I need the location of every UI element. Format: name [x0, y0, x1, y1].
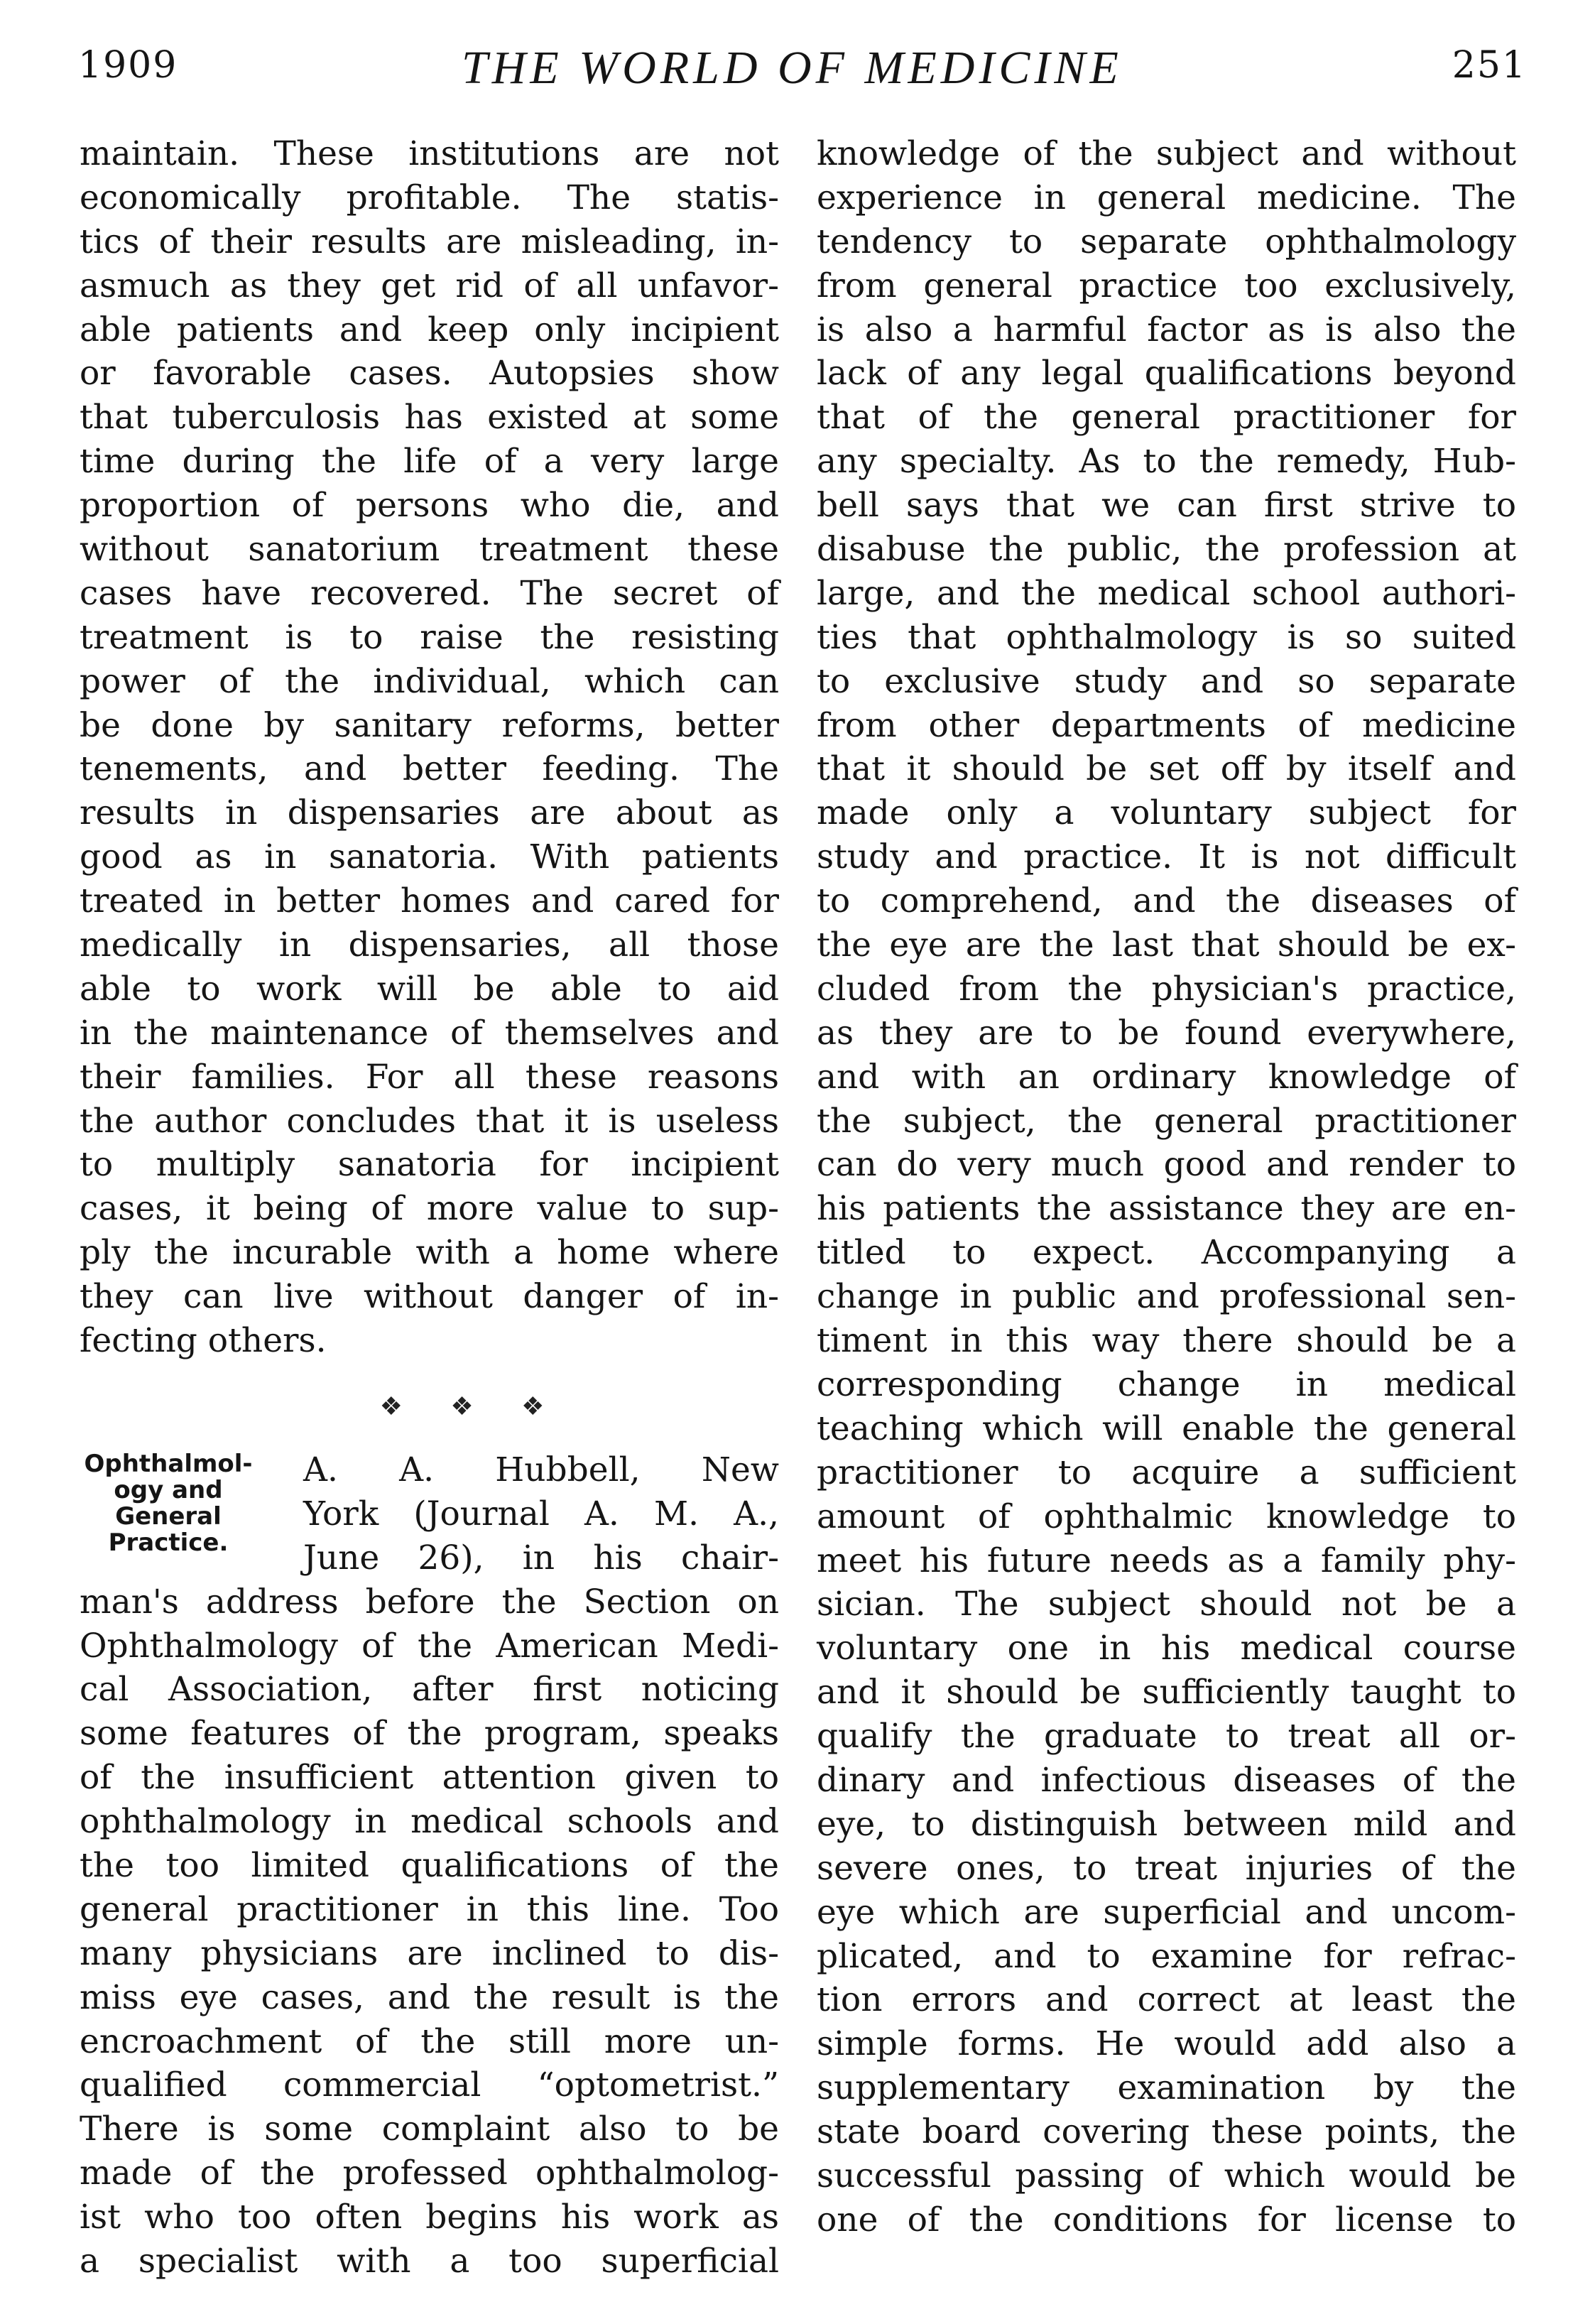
text-line: ist who too often begins his work as — [80, 2198, 779, 2237]
text-line: successful passing of which would be — [817, 2156, 1516, 2195]
text-line: Ophthalmology of the American Medi- — [80, 1626, 779, 1666]
text-line: York (Journal A. M. A., — [303, 1494, 779, 1533]
text-line: to exclusive study and so separate — [817, 661, 1516, 701]
text-line: practitioner to acquire a sufficient — [817, 1452, 1516, 1492]
text-line: timent in this way there should be a — [817, 1321, 1516, 1361]
text-line: ophthalmology in medical schools and — [80, 1802, 779, 1842]
text-line: state board covering these points, the — [817, 2112, 1516, 2152]
text-line: asmuch as they get rid of all unfavor- — [80, 266, 779, 305]
text-line: encroachment of the still more un- — [80, 2021, 779, 2061]
text-line: maintain. These institutions are not — [80, 134, 779, 173]
text-line: some features of the program, speaks — [80, 1714, 779, 1754]
journal-title: THE WORLD OF MEDICINE — [462, 42, 1123, 94]
text-line: titled to expect. Accompanying a — [817, 1233, 1516, 1273]
text-line: general practitioner in this line. Too — [80, 1889, 779, 1929]
text-line: to comprehend, and the diseases of — [817, 881, 1516, 921]
text-line: his patients the assistance they are en- — [817, 1189, 1516, 1229]
text-line: cases, it being of more value to sup- — [80, 1189, 779, 1229]
text-line: tion errors and correct at least the — [817, 1980, 1516, 2020]
text-line: be done by sanitary reforms, better — [80, 705, 779, 745]
text-line: made of the professed ophthalmolog- — [80, 2154, 779, 2193]
text-line: or favorable cases. Autopsies show — [80, 354, 779, 393]
text-line: lack of any legal qualifications beyond — [817, 354, 1516, 393]
text-line: they can live without danger of in- — [80, 1277, 779, 1317]
text-line: as they are to be found everywhere, — [817, 1013, 1516, 1053]
text-line: the eye are the last that should be ex- — [817, 925, 1516, 965]
text-line: experience in general medicine. The — [817, 178, 1516, 217]
text-line: the too limited qualifications of the — [80, 1845, 779, 1885]
text-line: eye, to distinguish between mild and — [817, 1804, 1516, 1844]
text-line: meet his future needs as a family phy- — [817, 1541, 1516, 1580]
text-line: bell says that we can first strive to — [817, 486, 1516, 526]
text-line: simple forms. He would add also a — [817, 2024, 1516, 2064]
text-line: and it should be sufficiently taught to — [817, 1673, 1516, 1712]
text-line: power of the individual, which can — [80, 661, 779, 701]
sidehead-line: Practice. — [108, 1528, 229, 1557]
text-line: treatment is to raise the resisting — [80, 617, 779, 657]
text-line: tics of their results are misleading, in- — [80, 222, 779, 261]
text-line: miss eye cases, and the result is the — [80, 1977, 779, 2017]
sidehead-line: Ophthalmol- — [84, 1449, 253, 1478]
text-line: corresponding change in medical — [817, 1364, 1516, 1404]
text-line: qualify the graduate to treat all or- — [817, 1717, 1516, 1756]
text-line: medically in dispensaries, all those — [80, 925, 779, 965]
text-line: and with an ordinary knowledge of — [817, 1057, 1516, 1097]
text-line: amount of ophthalmic knowledge to — [817, 1497, 1516, 1536]
left-paragraph — [80, 132, 779, 1363]
text-line: dinary and infectious diseases of the — [817, 1760, 1516, 1800]
text-line: severe ones, to treat injuries of the — [817, 1848, 1516, 1888]
section-sidehead — [58, 1451, 278, 1556]
text-line: from general practice too exclusively, — [817, 266, 1516, 305]
text-line: change in public and professional sen- — [817, 1277, 1516, 1317]
text-line: cal Association, after first noticing — [80, 1670, 779, 1710]
text-line: tendency to separate ophthalmology — [817, 222, 1516, 261]
page-number: 251 — [1452, 44, 1527, 87]
text-line: from other departments of medicine — [817, 705, 1516, 745]
text-line: man's address before the Section on — [80, 1582, 779, 1622]
text-line: ply the incurable with a home where — [80, 1233, 779, 1273]
text-line: eye which are superficial and uncom- — [817, 1892, 1516, 1932]
text-line: that tuberculosis has existed at some — [80, 398, 779, 438]
text-line: There is some complaint also to be — [80, 2109, 779, 2149]
text-line: A. A. Hubbell, New — [303, 1450, 779, 1489]
text-line: without sanatorium treatment these — [80, 530, 779, 570]
text-line: good as in sanatoria. With patients — [80, 837, 779, 877]
header-year: 1909 — [78, 44, 178, 87]
text-line: cases have recovered. The secret of — [80, 573, 779, 613]
text-line: that of the general practitioner for — [817, 398, 1516, 438]
text-line: in the maintenance of themselves and — [80, 1013, 779, 1053]
text-line: can do very much good and render to — [817, 1145, 1516, 1185]
text-line: a specialist with a too superficial — [80, 2241, 779, 2281]
sidehead-line: General — [115, 1502, 222, 1531]
text-line: the author concludes that it is useless — [80, 1101, 779, 1141]
text-line: large, and the medical school authori- — [817, 573, 1516, 613]
text-line: able patients and keep only incipient — [80, 310, 779, 349]
text-line: study and practice. It is not difficult — [817, 837, 1516, 877]
text-line: time during the life of a very large — [80, 442, 779, 482]
text-line: cluded from the physician's practice, — [817, 969, 1516, 1009]
left-column — [80, 132, 779, 2284]
text-line: teaching which will enable the general — [817, 1408, 1516, 1448]
text-line: that it should be set off by itself and — [817, 749, 1516, 789]
text-line: of the insufficient attention given to — [80, 1758, 779, 1798]
text-line: tenements, and better feeding. The — [80, 749, 779, 789]
text-line: proportion of persons who die, and — [80, 486, 779, 526]
text-line: one of the conditions for license to — [817, 2200, 1516, 2239]
text-line: the subject, the general practitioner — [817, 1101, 1516, 1141]
text-line: sician. The subject should not be a — [817, 1585, 1516, 1624]
text-line: able to work will be able to aid — [80, 969, 779, 1009]
sidehead-line: ogy and — [114, 1475, 223, 1504]
text-line: economically profitable. The statis- — [80, 178, 779, 217]
text-line: fecting others. — [80, 1321, 327, 1361]
section-ophthalmology — [80, 1448, 779, 2284]
text-line: made only a voluntary subject for — [817, 793, 1516, 833]
text-line: treated in better homes and cared for — [80, 881, 779, 921]
text-line: knowledge of the subject and without — [817, 134, 1516, 173]
text-line: qualified commercial “optometrist.” — [80, 2065, 779, 2105]
running-head — [78, 44, 1527, 108]
text-line: their families. For all these reasons — [80, 1057, 779, 1097]
text-line: supplementary examination by the — [817, 2068, 1516, 2108]
text-line: to multiply sanatoria for incipient — [80, 1145, 779, 1185]
text-line: many physicians are inclined to dis- — [80, 1933, 779, 1973]
text-line: results in dispensaries are about as — [80, 793, 779, 833]
text-line: ties that ophthalmology is so suited — [817, 617, 1516, 657]
text-line: June 26), in his chair- — [303, 1538, 779, 1578]
text-line: is also a harmful factor as is also the — [817, 310, 1516, 349]
section-ornament: ❖ ❖ ❖ — [379, 1391, 565, 1421]
text-line: any specialty. As to the remedy, Hub- — [817, 442, 1516, 482]
right-column — [817, 132, 1516, 2242]
text-line: plicated, and to examine for refrac- — [817, 1936, 1516, 1976]
text-line: voluntary one in his medical course — [817, 1629, 1516, 1668]
text-line: disabuse the public, the profession at — [817, 530, 1516, 570]
